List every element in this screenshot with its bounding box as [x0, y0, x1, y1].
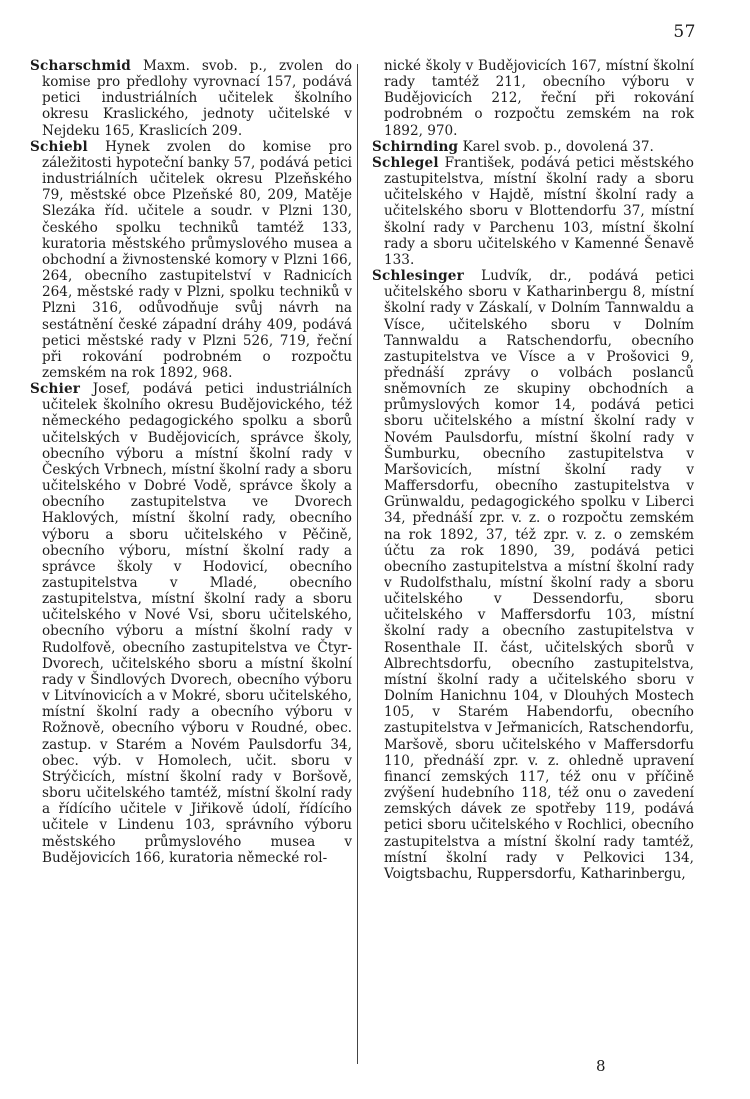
entry-headword: Schiebl	[30, 138, 88, 155]
entry-text: František, podává petici městského zastupitelstva, místní školní rady a sboru učitelského v Hajdě, místní školní rady a učitelského sboru v Blottendorfu 37, místní školní rady v Parchenu 103, místní školní rady a sboru učitelského v Kamenné Šenavě 133.	[384, 154, 694, 268]
entry-continuation: nické školy v Budějovicích 167, místní školní rady tamtéž 211, obecního výboru v Budějovicích 212, řeční při rokování podrobném o rozpočtu zemském na rok 1892, 970.	[384, 58, 694, 139]
entry-text: Josef, podává petici industriálních učitelek školního okresu Budějovického, též německého pedagogického spolku a sborů učitelských v Budějovicích, správce školy, obecního výboru a místní školní rady v Českých Vrbnech, místní školní rady a sboru učitelského v Dobré Vodě, správce školy a obecního zastupitelstva ve Dvorech Haklových, místní školní rady, obecního výboru a sboru učitelského v Pěčině, obecního výboru, místní školní rady a správce školy v Hodovicí, obecního zastupitelstva v Mladé, obecního zastupitelstva, místní školní rady a sboru učitelského v Nové Vsi, sboru učitelského, obecního výboru a místní školní rady v Rudolfově, obecního zastupitelstva ve Čtyr-Dvorech, učitelského sboru a místní školní rady v Šindlových Dvorech, obecního výboru v Litvínovicích a v Mokré, sboru učitelského, místní školní rady a obecního výboru v Rožnově, obecního výboru v Roudné, obec. zastup. v Starém a Novém Paulsdorfu 34, obec. výb. v Homolech, učit. sboru v Strýčicích, místní školní rady v Boršově, sboru učitelského tamtéž, místní školní rady a řídícího učitele v Jiřikově údolí, řídícího učitele v Lindenu 103, správního výboru městského průmyslového musea v Budějovicích 166, kuratoria německé rol-	[42, 381, 352, 866]
entry-text: Karel svob. p., dovolená 37.	[462, 138, 654, 155]
entry-text: Ludvík, dr., podává petici učitelského sboru v Katharinbergu 8, místní školní rady v Záskalí, v Dolním Tannwaldu a Vísce, učitelského sboru v Dolním Tannwaldu a Ratschendorfu, obecního zastupitelstva ve Vísce a v Prošovici 9, přednáší zprávy o volbách poslanců sněmovních ze skupiny obchodních a průmyslových komor 14, podává petici sboru učitelského a místní školní rady v Novém Paulsdorfu, místní školní rady v Šumburku, obecního zastupitelstva v Maršovicích, místní školní rady v Maffersdorfu, obecního zastupitelstva v Grünwaldu, pedagogického spolku v Liberci 34, přednáší zpr. v. z. o rozpočtu zemském na rok 1892, 37, též zpr. v. z. o zemském účtu za rok 1890, 39, podává petici obecního zastupitelstva a místní školní rady v Rudolfsthalu, místní školní rady a sboru učitelského v Dessendorfu, sboru učitelského v Maffersdorfu 103, místní školní rady a obecního zastupitelstva v Rosenthale II. část, učitelských sborů v Albrechtsdorfu, obecního zastupitelstva, místní školní rady a učitelského sboru v Dolním Hanichnu 104, v Dlouhých Mostech 105, v Starém Habendorfu, obecního zastupitelstva v Jeřmanicích, Ratschendorfu, Maršově, sboru učitelského v Maffersdorfu 110, přednáší zpr. v. z. ohledně upravení financí zemských 117, též onu v příčině zvýšení hudebního 118, též onu o zavedení zemských dávek ze spotřeby 119, podává petici sboru učitelského v Rochlici, obecního zastupitelstva a místní školní rady tamtéž, místní školní rady v Pelkovici 134, Voigtsbachu, Ruppersdorfu, Katharinbergu,	[384, 268, 695, 882]
entry-headword: Schier	[30, 381, 81, 398]
entry-text: Hynek zvolen do komise pro záležitosti hypoteční banky 57, podává petici industriálních učitelek okresu Plzeňského 79, městské obce Plzeňské 80, 209, Matěje Slezáka říd. učitele a soudr. v Plzni 130, českého spolku techniků tamtéž 133, kuratoria městského průmyslového musea a obchodní a živnostenské komory v Plzni 166, 264, obecního zastupitelství v Radnicích 264, městské rady v Plzni, spolku techniků v Plzni 316, odůvodňuje svůj návrh na sestátnění české západní dráhy 409, podává petici městské rady v Plzni 526, 719, řeční při rokování podrobném o rozpočtu zemském na rok 1892, 968.	[42, 138, 352, 381]
left-column	[30, 58, 352, 866]
entry	[30, 58, 352, 139]
entry	[372, 139, 694, 155]
entry	[372, 268, 694, 882]
signature-mark: 8	[596, 1057, 606, 1075]
entry	[372, 155, 694, 268]
right-column	[372, 58, 694, 882]
column-divider	[357, 64, 358, 1064]
entry-headword: Schlesinger	[372, 268, 465, 285]
entry	[30, 139, 352, 381]
page-number: 57	[673, 22, 696, 42]
entry-headword: Schlegel	[372, 154, 439, 171]
entry	[30, 381, 352, 866]
entry-headword: Scharschmid	[30, 58, 132, 74]
entry-text: Maxm. svob. p., zvolen do komise pro předlohy vyrovnací 157, podává petici industriálních učitelek školního okresu Kraslického, jednoty učitelské v Nejdeku 165, Kraslicích 209.	[42, 58, 352, 139]
entry-headword: Schirnding	[372, 138, 459, 155]
